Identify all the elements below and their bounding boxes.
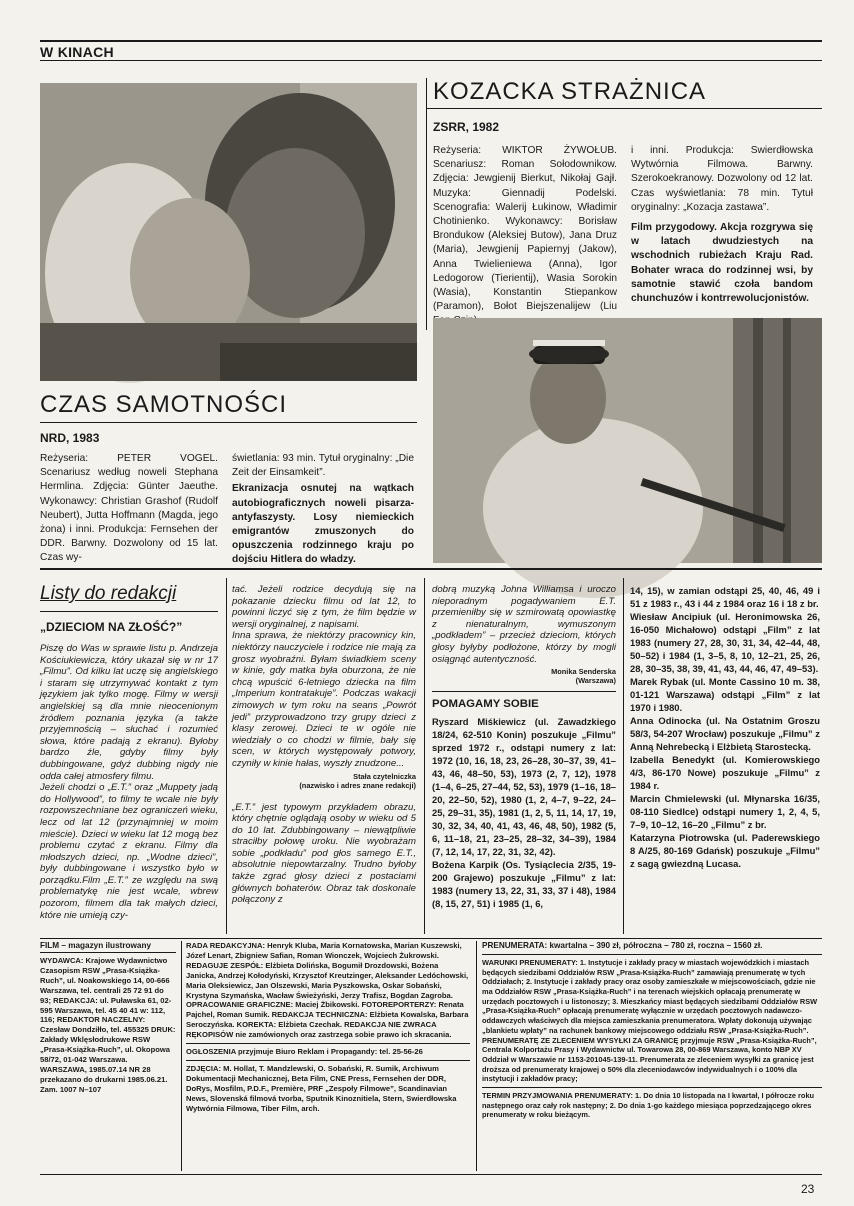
col-divider-1: [226, 578, 227, 934]
footer-col2-rule-2: [186, 1060, 470, 1061]
kozacka-credits-left-text: Reżyseria: WIKTOR ŻYWOŁUB. Scenariusz: Roman Sołodownikow. Zdjęcia: Jewgienij Bierkut, Nikołaj Gajł. Muzyka: Giennadij Podelski. Scenografia: Walerij Łukinow, Władimir Chotinienko. Wykonawcy: Borisław Brondukow (Aleksiej Butow), Jana Druz (Maria), Jewgienij Papiernyj (Jakow), Anna Twielieniewa (Anna), Igor Ledogorow (Tierientij), Wasia Sorokin (Wasia), Konstantin Stiepankow (Paramon), Bołot Biejszenalijew (Liu: [433, 145, 617, 313]
section-label: W KINACH: [40, 44, 114, 60]
letters-heading-rule: [40, 611, 218, 612]
footer-col3-rule-2: [482, 1087, 822, 1088]
film-origin-kozacka: ZSRR, 1982: [433, 120, 500, 134]
czas-credits-left-text: Reżyseria: PETER VOGEL. Scenariusz według noweli Stephana Hermlina. Zdjęcia: Günter Jaeuthe. Wykonawcy: Christian Grashof (Rudolf Neubert), Jutta Hoffmann (Magda, jego żona) i inni. Produkcja: Fernsehen der DDR. Barwny. Dozwolony od 15 lat. Czas wy-: [40, 453, 218, 564]
czas-credits-right-text: świetlania: 93 min. Tytuł oryginalny: „Die Zeit der Einsamkeit”.: [232, 453, 414, 479]
footer-ads: OGŁOSZENIA przyjmuje Biuro Reklam i Propagandy: tel. 25-56-26: [186, 1047, 423, 1057]
czas-title-rule: [40, 422, 417, 423]
czas-summary: Ekranizacja osnutej na wątkach autobiograficznych noweli pisarza-antyfaszysty. Losy niemieckich emigrantów zmuszonych do opuszczenia rodzinnego kraju po dojściu Hitlera do władzy.: [232, 483, 414, 566]
help-col4: [630, 584, 820, 936]
top-rule: [40, 40, 822, 42]
letters-col2a-signature: Stała czytelniczka: [353, 771, 416, 781]
letters-col2: [232, 584, 416, 936]
section-rule: [40, 60, 822, 61]
letters-col3: [432, 584, 616, 936]
footer-divider-1: [181, 941, 182, 1171]
letters-col3-signature-note: (Warszawa): [575, 676, 616, 686]
footer-col3: [482, 941, 822, 1173]
czas-credits-right: [232, 452, 414, 566]
letter-title: „DZIECIOM NA ZŁOŚĆ?”: [40, 620, 183, 634]
letters-col3-text: dobrą muzyką Johna Williamsa i uroczo nieporadnym pogadywaniem E.T. przemieniłby się w szmirowatą opowiastkę z nienaturalnym, wymuszonym „podkładem” – przecież dzieciom, których głosy byłyby podłożone, którzy by mogli osiągnąć autentyczność.: [432, 584, 616, 665]
kozacka-credits-right: [631, 144, 813, 338]
czas-credits-left: [40, 452, 218, 564]
photo-illustration: [40, 83, 417, 381]
footer-terms: WARUNKI PRENUMERATY: 1. Instytucje i zakłady pracy w miastach wojewódzkich i miastach będących siedzibami Oddziałów RSW „Prasa-Książka-Ruch” zamawiają prenumeratę w tych Oddziałach; 2. Instytucje i zakłady pracy oraz osoby zamieszkałe w miejscowościach, gdzie nie ma Oddziałów RSW „Prasa-Książka-Ruch” i na terenach wiejskich opłacają prenumeratę w urzędach pocztowych i u listonoszy; 3. Mieszkańcy miast będących siedzibami Oddziałów RSW „Prasa-Książka-Ruch” opłacają prenumeratę wyłącznie w urzędach pocztowych nadawczo-oddawczych właściwych dla miejsca zamieszkania prenumeratora. Wpłaty dokonują używając „blankietu wpłaty” na rachunek bankowy miejscowego oddziału RSW „Prasa-Książka-Ruch”. PRENUMERATĘ ZE ZLECENIEM WYSYŁKI ZA GRANICĘ przyjmuje RSW „Prasa-Książka-Ruch”, Centrala Kolportażu Prasy i Wydawnictw ul. Towarowa 28, 00-869 Warszawa, konto NBP XV Oddział w Warszawie nr 1153-201045-139-11. Prenumerata ze zleceniem wysyłki za granicę jest droższa od prenumeraty krajowej o 50% dla zleceniodawców indywidualnych i o 100% dla instytucji i zakładów pracy;: [482, 957, 818, 1084]
middle-rule: [40, 568, 822, 570]
footer-divider-2: [476, 941, 477, 1171]
kozacka-summary: Film przygodowy. Akcja rozgrywa się w latach dwudziestych na wschodnich rubieżach Kraju Rad. Bohater wraca do rodzinnej wsi, by samotnie stawić czoła bandom chunchuzów i kontrrewolucjonistów.: [631, 222, 813, 305]
col-divider-3: [623, 578, 624, 934]
help-heading: POMAGAMY SOBIE: [432, 698, 539, 711]
footer-col2: [186, 941, 470, 1173]
letters-col1-text: Piszę do Was w sprawie listu p. Andrzeja Kościukiewicza, który ukazał się w nr 17 „Filmu”. Od kilku lat uczę się angielskiego i staram się utrzymywać kontakt z tym językiem jak tylko mogę. Filmy w wersji angielskiej są dla mnie nieocenionym źródłem poznania języka (a także przyjemnością – słuchać i rozumieć słowa, które padają z ekranu). Byłoby bardzo źle, gdyby filmy były dubbingowane, gdyż dubbing nigdy nie odda całej atmosfery filmu. Jeżeli chodzi o „E.T.” oraz „Muppety jadą do Hollywood”, to filmy te wcale nie były rozpowszechniane bez ograniczeń wieku, lecz od lat 12 (przynajmniej w moim mieście). Dzieci w wieku lat 12 mogą bez problemu czytać z ekranu. Filmy dla młodszych dzieci, np. „Wodne dzieci”, były dubbingowane i wszystko było w porządku.Film „E.T.” ze względu na swą problematykę nie jest wcale, wbrew pozorom, filmem dla tak małych dzieci, które nie umieją czy-: [40, 643, 218, 921]
letters-col3-signature: Monika Senderska: [551, 667, 616, 677]
page-number: 23: [801, 1182, 815, 1196]
help-col3-text: Ryszard Miśkiewicz (ul. Zawadzkiego 18/24, 62-510 Konin) poszukuje „Filmu” sprzed 1972 r., odstąpi numery z lat: 1972 (10, 16, 18, 23, 26–28, 30–37, 39, 41–43, 46, 48–50, 53), 1973 (2, 7, 12), 1978 (1–4, 6–25, 27–44, 52, 53), 1979 (1–16, 18–20, 22–50, 52), 1980 (1, 2, 4–7, 9–22, 24–25, 29–31, 35), 1981 (1, 2, 5, 11, 14, 17, 19, 30, 32, 34, 40, 41, 43, 46, 48, 50), 1982 (5, 6, 11–18, 21, 23–25, 28–32, 34–39), 1984 (7, 12, 14, 17, 22, 31, 32, 42). Bożena Karpik (Os. Tysiąclecia 2/35, 19-200 Grajewo) poszukuje „Filmu” z lat: 1983 (numery 13, 22, 31, 33, 37 i 48), 1984 (8, 15, 27, 51) i 1985 (1, 6,: [432, 716, 617, 910]
col-divider-2: [424, 578, 425, 934]
kozacka-title-rule: [426, 108, 822, 109]
footer-col1-text: WYDAWCA: Krajowe Wydawnictwo Czasopism RSW „Prasa-Książka-Ruch”, ul. Noakowskiego 14, 00-666 Warszawa, tel. centrali 25 72 91 do 93; REDAKCJA: ul. Puławska 61, 02-595 Warszawa, tel. 45 40 41 w: 112, 116; REDAKTOR NACZELNY: Czesław Dondziłło, tel. 455325 DRUK: Zakłady Wklęsłodrukowe RSW „Prasa-Książka-Ruch”, ul. Okopowa 58/72, 01-042 Warszawa. WARSZAWA, 1985.07.14 NR 28 przekazano do drukarni 1985.06.21. Zam. 1007 N–107: [40, 956, 176, 1094]
letters-col2a-signature-note: (nazwisko i adres znane redakcji): [299, 780, 416, 790]
footer-col2-rule-1: [186, 1043, 470, 1044]
letters-heading: Listy do redakcji: [40, 583, 177, 604]
film-title-kozacka: KOZACKA STRAŻNICA: [433, 78, 707, 105]
photo-czas-samotnosci: [40, 83, 417, 381]
footer-col3-rule-1: [482, 954, 822, 955]
photo-illustration-2: [433, 318, 822, 563]
footer-deadline: TERMIN PRZYJMOWANIA PRENUMERATY: 1. Do dnia 10 listopada na I kwartał, I półrocze roku następnego oraz cały rok następny; 2. Do dnia 1-go każdego miesiąca poprzedzającego okres prenumeraty w roku bieżącym.: [482, 1091, 815, 1120]
footer-price: PRENUMERATA: kwartalna – 390 zł, półroczna – 780 zł, roczna – 1560 zł.: [482, 941, 763, 950]
letters-col2b-text: „E.T.” jest typowym przykładem obrazu, który chętnie oglądają osoby w wieku od 5 do 10 lat. Zdubbingowany – niewątpliwie straciłby połowę uroku. Nie wyobrażam sobie „podkładu” pod głos samego E.T., absolutnie niepowtarzalny. Trudno byłoby także zgrać głosy dzieci z postaciami głównych bohaterów. Obraz tak doskonale połączony z: [232, 801, 416, 906]
letters-col2a-text: tać. Jeżeli rodzice decydują się na pokazanie dziecku filmu od lat 12, to powinni liczyć się z tym, że film będzie w wersji oryginalnej, z napisami. Inna sprawa, że niektórzy pracownicy kin, niektórzy nauczyciele i rodzice nie mają za grosz wyobraźni. Byłam świadkiem sceny w kinie, gdy matka była oburzona, że nie chcą wpuścić 6-letniego dziecka na film „Imperium kontratakuje”. Podczas wakacji zimowych w tym roku na seans „Powrót jedi” przyprowadzono trzy grupy dzieci z klasy zerowej. Dzieci te w ogóle nie wiedziały o co chodzi w filmie, bały się scen, w których występowały potwory, czyniły w kinie hałas, wyszły znudzone...: [232, 584, 416, 769]
footer-col1: [40, 941, 176, 1173]
footer-photo-credits: ZDJĘCIA: M. Hollat, T. Mandzlewski, O. Sobański, R. Sumik, Archiwum Dokumentacji Mechanicznej, Beta Film, CNE Press, Fernsehen der DDR, DoRys, Mosfilm, P.D.F., Première, PRF „Zespoły Filmowe”, Scandinavian News, Slovenská filmová tvorba, Sputnik Kinoznitiela, Stern, Swierdłowska Wytwórnia Filmowa, Tiber Film, arch.: [186, 1063, 457, 1113]
help-heading-rule: [432, 691, 616, 692]
kozacka-left-rule: [426, 78, 427, 330]
film-title-czas: CZAS SAMOTNOŚCI: [40, 391, 288, 418]
photo-kozacka-straznica: [433, 318, 822, 563]
footer-rule: [40, 938, 822, 939]
masthead-title: FILM – magazyn ilustrowany: [40, 941, 176, 953]
help-col4-text: 14, 15), w zamian odstąpi 25, 40, 46, 49 i 51 z 1983 r., 43 i 44 z 1984 oraz 16 i 18 z br. Wiesław Ancipiuk (ul. Heronimowska 26, 16-050 Michałowo) odstąpi „Film” z lat 1983 (numery 27, 28, 30, 31, 34, 42–44, 48, 50–52) i 1984 (1, 3–5, 8, 10, 12–21, 25, 26, 28, 30–35, 38, 39, 41, 43, 44, 46, 47, 49–53). Marek Rybak (ul. Monte Cassino 10 m. 38, 01-121 Warszawa) odstąpi „Film” z lat 1970 i 1980. Anna Odinocka (ul. Na Ostatnim Groszu 58/3, 54-207 Wrocław) poszukuje „Filmu” z Anną Nehrebecką i Elżbietą Starostecką. Izabella Benedykt (ul. Komierowskiego 4/3, 86-170 Nowe) poszukuje „Filmu” z 1984 r. Marcin Chmielewski (ul. Młynarska 16/35, 08-110 Siedlce) odstąpi numery 1, 2, 4, 5, 7–9, 10–12, 16–20 „Filmu” z br. Katarzyna Piotrowska (ul. Paderewskiego 8 A/25, 80-169 Gdańsk) poszukuje „Filmu” z sagą gwiezdną Lucasa.: [630, 585, 820, 869]
bottom-rule: [40, 1174, 822, 1175]
film-origin-czas: NRD, 1983: [40, 431, 100, 445]
kozacka-credits-right-text: i inni. Produkcja: Swierdłowska Wytwórnia Filmowa. Barwny. Szerokoekranowy. Dozwolony od 12 lat. Czas wyświetlania: 78 min. Tytuł oryginalny: „Kozacja zastawa”.: [631, 145, 813, 213]
letters-col1: [40, 643, 218, 935]
kozacka-credits-left: [433, 144, 617, 326]
footer-col2-text: RADA REDAKCYJNA: Henryk Kluba, Maria Kornatowska, Marian Kuszewski, Józef Lenart, Zbigniew Safian, Roman Wionczek, Wojciech Żukrowski. REDAGUJE ZESPÓŁ: Elżbieta Dolińska, Bogumił Drozdowski, Bożena Janicka, Andrzej Kołodyński, Krzysztof Kreutzinger, Aleksander Ledóchowski, Maria Oleksiewicz, Jan Olszewski, Maria Pyszkowska, Oskar Sobański, Krystyna Szymańska, Wacław Świeżyński, Jerzy Trafisz, Bogdan Zagroba. OPRACOWANIE GRAFICZNE: Maciej Żbikowski. FOTOREPORTERZY: Renata Pajchel, Roman Sumik. REDAKCJA TECHNICZNA: Elżbieta Kowalska, Barbara Seroczyńska. KOREKTA: Elżbieta Czechak. REDAKCJA NIE ZWRACA RĘKOPISÓW nie zamówionych oraz zastrzega sobie prawo ich skracania.: [186, 941, 469, 1040]
